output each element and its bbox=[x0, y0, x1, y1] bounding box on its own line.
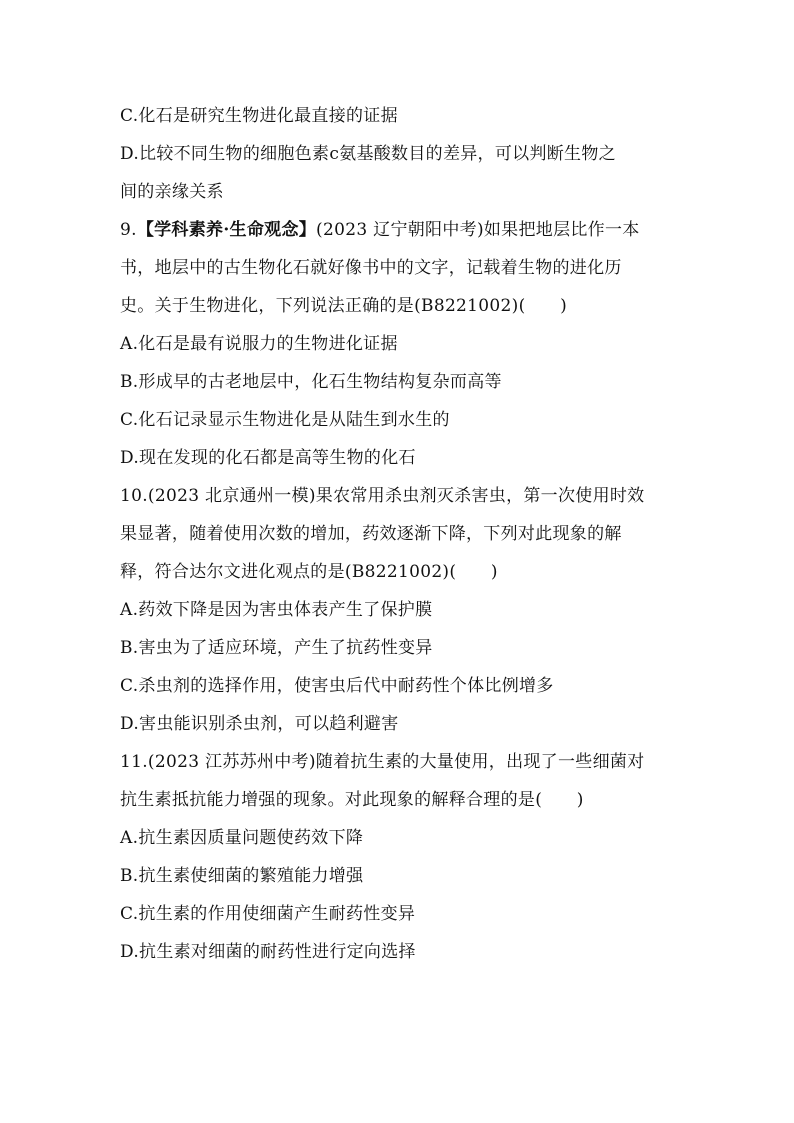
q9-option-b: B.形成早的古老地层中，化石生物结构复杂而高等 bbox=[120, 372, 502, 392]
q8-option-d-line1: D.比较不同生物的细胞色素c氨基酸数目的差异，可以判断生物之 bbox=[120, 144, 616, 164]
q8-option-c: C.化石是研究生物进化最直接的证据 bbox=[120, 106, 398, 126]
q11-option-b: B.抗生素使细菌的繁殖能力增强 bbox=[120, 866, 364, 886]
q9-stem-text: (2023 辽宁朝阳中考)如果把地层比作一本 bbox=[316, 220, 640, 240]
q8-option-d-line2: 间的亲缘关系 bbox=[120, 182, 224, 202]
q10-option-c: C.杀虫剂的选择作用，使害虫后代中耐药性个体比例增多 bbox=[120, 676, 554, 696]
q9-stem-line1 bbox=[120, 218, 640, 242]
q10-stem-line1: 10.(2023 北京通州一模)果农常用杀虫剂灭杀害虫，第一次使用时效 bbox=[120, 486, 645, 506]
q10-option-a: A.药效下降是因为害虫体表产生了保护膜 bbox=[120, 600, 433, 620]
q9-number: 9. bbox=[120, 220, 137, 240]
q9-option-c: C.化石记录显示生物进化是从陆生到水生的 bbox=[120, 410, 450, 430]
q10-option-b: B.害虫为了适应环境，产生了抗药性变异 bbox=[120, 638, 433, 658]
q10-option-d: D.害虫能识别杀虫剂，可以趋利避害 bbox=[120, 714, 399, 734]
q11-stem-line1: 11.(2023 江苏苏州中考)随着抗生素的大量使用，出现了一些细菌对 bbox=[120, 752, 645, 772]
q11-stem-line2: 抗生素抵抗能力增强的现象。对此现象的解释合理的是( ) bbox=[120, 790, 584, 810]
q9-stem-line2: 书，地层中的古生物化石就好像书中的文字，记载着生物的进化历 bbox=[120, 258, 622, 278]
q9-option-a: A.化石是最有说服力的生物进化证据 bbox=[120, 334, 398, 354]
q11-option-d: D.抗生素对细菌的耐药性进行定向选择 bbox=[120, 942, 416, 962]
q9-stem-line3: 史。关于生物进化，下列说法正确的是(B8221002)( ) bbox=[120, 296, 568, 316]
q9-option-d: D.现在发现的化石都是高等生物的化石 bbox=[120, 448, 416, 468]
q10-stem-line3: 释，符合达尔文进化观点的是(B8221002)( ) bbox=[120, 562, 498, 582]
q9-subject-tag: 【学科素养·生命观念】 bbox=[136, 220, 317, 240]
q11-option-a: A.抗生素因质量问题使药效下降 bbox=[120, 828, 364, 848]
q10-stem-line2: 果显著，随着使用次数的增加，药效逐渐下降，下列对此现象的解 bbox=[120, 524, 622, 544]
q11-option-c: C.抗生素的作用使细菌产生耐药性变异 bbox=[120, 904, 416, 924]
